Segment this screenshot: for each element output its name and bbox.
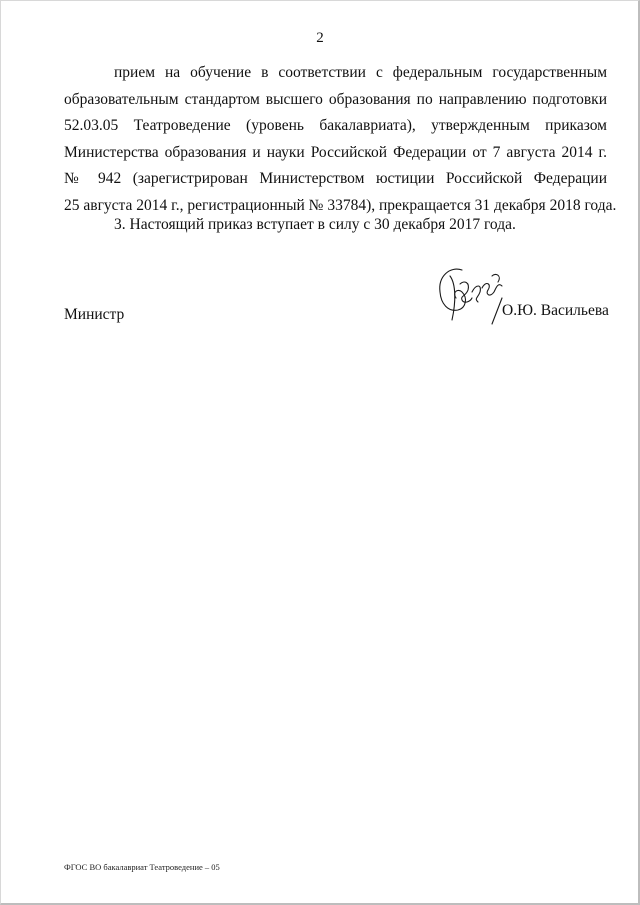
paragraph-1-line: образовательным стандартом высшего образования по направлению подготовки — [64, 90, 607, 108]
minister-title: Министр — [64, 306, 125, 323]
paragraph-1-line: 52.03.05 Театроведение (уровень бакалавриата), утвержденным приказом — [64, 117, 607, 135]
paragraph-1-line: прием на обучение в соответствии с федеральным государственным — [114, 64, 607, 81]
document-footer: ФГОС ВО бакалавриат Театроведение – 05 — [64, 862, 220, 872]
paragraph-1-line: Министерства образования и науки Российской Федерации от 7 августа 2014 г. — [64, 143, 607, 161]
paragraph-1-line: № 942 (зарегистрирован Министерством юстиции Российской Федерации — [64, 170, 607, 188]
page-number: 2 — [316, 30, 324, 46]
paragraph-1-line: 25 августа 2014 г., регистрационный № 33784), прекращается 31 декабря 2018 года. — [64, 196, 617, 214]
minister-name: О.Ю. Васильева — [502, 302, 609, 319]
paragraph-1 — [64, 60, 617, 220]
signature-image — [432, 262, 510, 328]
paragraph-2-text: 3. Настоящий приказ вступает в силу с 30 декабря 2017 года. — [114, 216, 516, 233]
paragraph-2 — [64, 212, 607, 239]
